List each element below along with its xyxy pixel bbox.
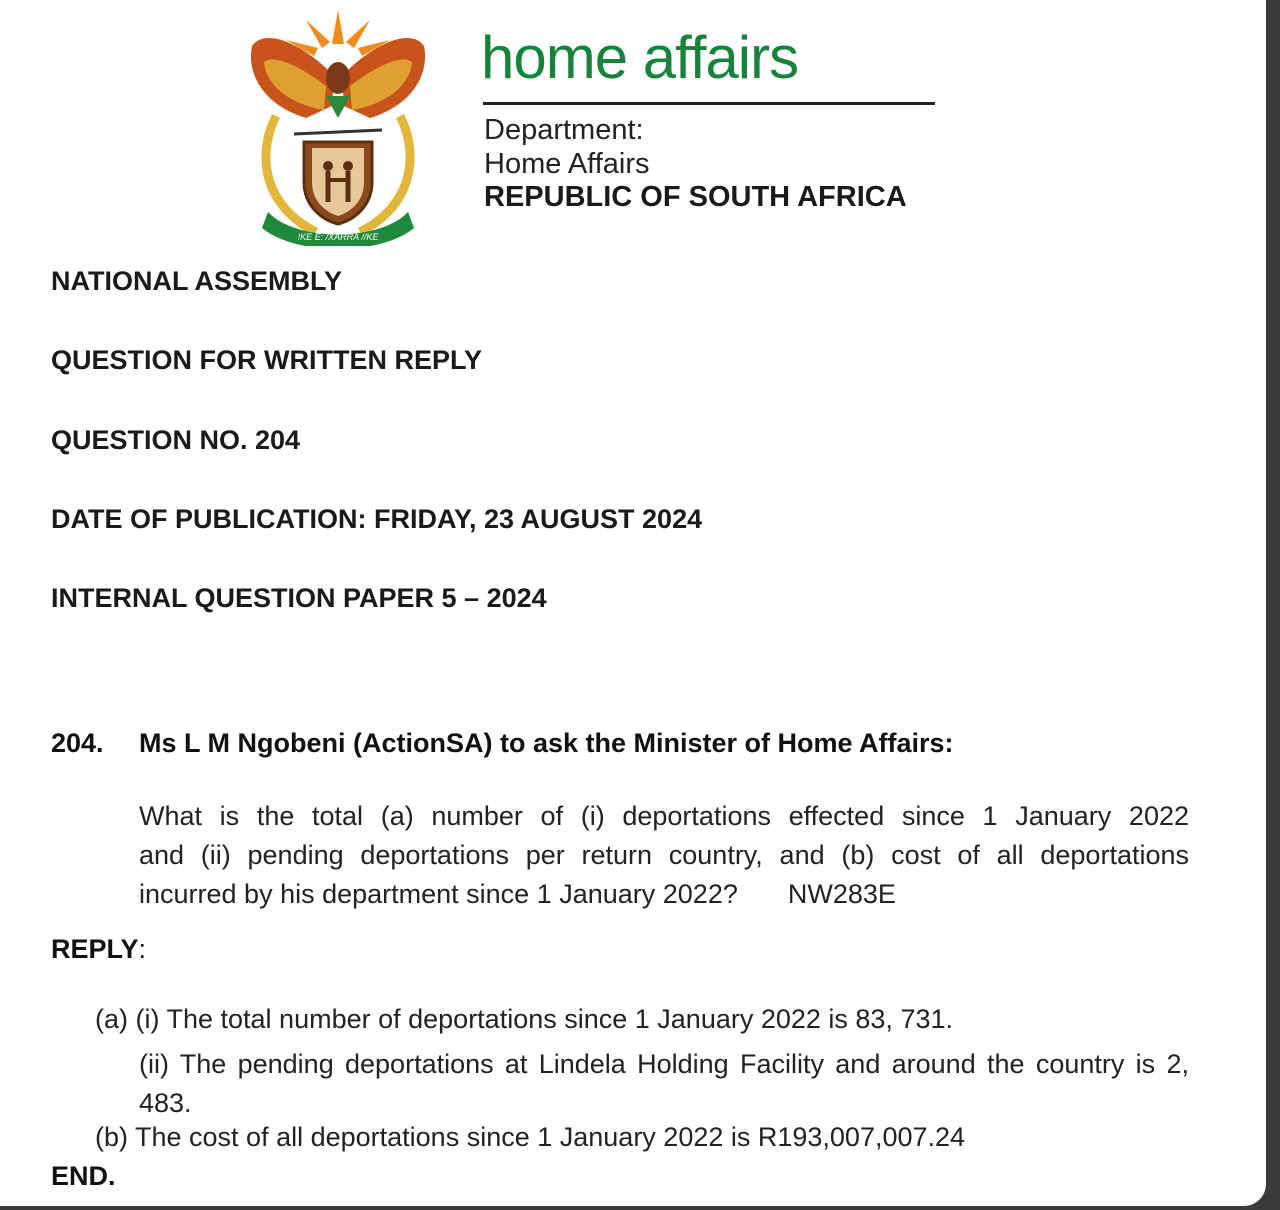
reply-label: REPLY — [51, 934, 139, 964]
question-code: NW283E — [787, 879, 896, 909]
answer-a-i: (a) (i) The total number of deportations since 1 January 2022 is 83, 731. — [95, 1004, 953, 1034]
answer-a-ii: (ii) The pending deportations at Lindela Holding Facility and around the country is 2, 483. — [139, 1049, 1189, 1118]
question-paper-heading: INTERNAL QUESTION PAPER 5 – 2024 — [51, 583, 547, 613]
department-line: Department: — [484, 114, 644, 146]
question-line: and (ii) pending deportations per return country, and (b) cost of all deportations — [139, 840, 1189, 870]
question-text — [139, 797, 1189, 914]
reply-colon: : — [138, 934, 147, 964]
end-marker: END. — [51, 1161, 116, 1191]
question-line-text: incurred by his department since 1 January 2022? — [139, 879, 738, 909]
question-type-heading: QUESTION FOR WRITTEN REPLY — [51, 345, 483, 375]
brand-divider — [483, 102, 935, 105]
house-heading: NATIONAL ASSEMBLY — [51, 266, 343, 296]
coat-of-arms-icon — [246, 6, 430, 246]
question-asker: Ms L M Ngobeni (ActionSA) to ask the Minister of Home Affairs: — [139, 728, 954, 758]
reply-heading — [51, 936, 146, 963]
question-number-heading: QUESTION NO. 204 — [51, 425, 301, 455]
question-number: 204. — [51, 728, 104, 758]
country-name: REPUBLIC OF SOUTH AFRICA — [484, 181, 907, 213]
publication-date-heading: DATE OF PUBLICATION: FRIDAY, 23 AUGUST 2024 — [51, 504, 703, 534]
crest-motto: !KE E: /XARRA //KE — [297, 232, 379, 242]
question-line: What is the total (a) number of (i) deportations effected since 1 January 2022 — [139, 801, 1189, 831]
department-name: Home Affairs — [484, 148, 650, 180]
brand-title: home affairs — [481, 24, 799, 91]
answer-b: (b) The cost of all deportations since 1 January 2022 is R193,007,007.24 — [95, 1122, 966, 1152]
question-line — [139, 875, 1189, 914]
